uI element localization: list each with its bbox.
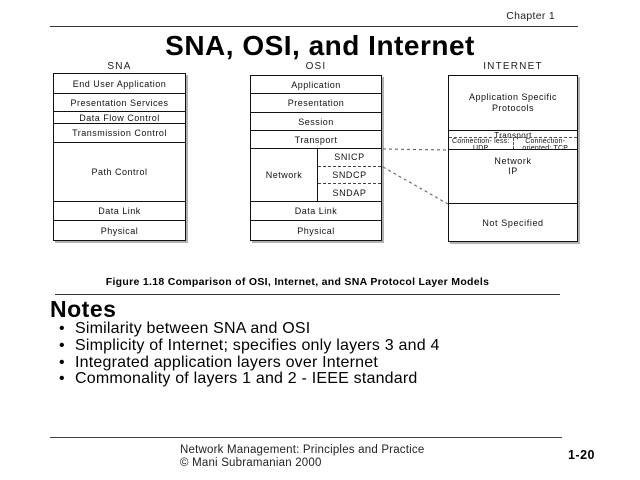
sna-layer-data-flow-control: Data Flow Control [54, 112, 185, 124]
note-bullet: • Simplicity of Internet; specifies only layers 3 and 4 [57, 338, 627, 355]
osi-layer-stack [250, 75, 382, 241]
note-bullet: • Similarity between SNA and OSI [57, 321, 627, 338]
notes-heading: Notes [50, 296, 117, 322]
osi-sublayer-sndcp: SNDCP [318, 167, 381, 185]
sna-layer-transmission-control: Transmission Control [54, 124, 185, 143]
osi-layer-session: Session [251, 113, 381, 131]
header-divider [50, 26, 578, 27]
osi-sublayer-sndap: SNDAP [332, 187, 367, 198]
page-number: 1-20 [567, 448, 595, 462]
sna-layer-physical: Physical [100, 225, 139, 236]
internet-column-label: INTERNET [483, 61, 543, 72]
caption-divider [55, 294, 560, 295]
internet-transport-udp: Connection- less: UDP [449, 138, 514, 149]
footer-copyright: © Mani Subramanian 2000 [180, 456, 322, 469]
chapter-label: Chapter 1 [506, 10, 555, 22]
osi-sublayer-snicp: SNICP [318, 149, 381, 167]
osi-network-sublayers [318, 149, 381, 201]
internet-layer-not-specified: Not Specified [482, 217, 544, 228]
osi-layer-physical: Physical [297, 225, 335, 236]
page-title: SNA, OSI, and Internet [165, 30, 475, 61]
osi-column-label: OSI [305, 61, 327, 72]
internet-transport-label: Transport [494, 131, 532, 140]
transport-mapping-dashed-line [383, 149, 448, 150]
internet-layer-network-ip [449, 150, 577, 204]
osi-layer-transport: Transport [251, 131, 381, 149]
internet-layer-transport [449, 131, 577, 150]
osi-layer-data-link: Data Link [251, 202, 381, 221]
sna-layer-presentation-services: Presentation Services [54, 94, 185, 112]
internet-network-protocol: IP [508, 166, 518, 176]
osi-network-label: Network [251, 149, 318, 201]
internet-layer-stack [448, 75, 578, 242]
sna-layer-end-user-application: End User Application [54, 74, 185, 94]
internet-transport-tcp: Connection- oriented: TCP [522, 138, 569, 152]
sna-layer-path-control: Path Control [54, 143, 185, 202]
sna-layer-stack [53, 73, 186, 241]
figure-caption: Figure 1.18 Comparison of OSI, Internet, and SNA Protocol Layer Models [105, 276, 490, 288]
internet-network-title: Network [494, 156, 532, 166]
osi-layer-network [251, 149, 381, 202]
footer-credits [180, 444, 424, 470]
network-mapping-dashed-line [383, 167, 448, 204]
footer-course-title: Network Management: Principles and Practice [180, 444, 425, 456]
note-bullet: • Commonality of layers 1 and 2 - IEEE standard [57, 371, 627, 388]
osi-layer-presentation: Presentation [251, 94, 381, 113]
footer-divider [50, 437, 562, 438]
note-bullet: • Integrated application layers over Internet [57, 355, 627, 372]
internet-transport-cells [449, 137, 577, 152]
sna-column-label: SNA [107, 61, 132, 72]
internet-layer-application-specific-protocols: Application Specific Protocols [449, 76, 577, 131]
sna-layer-data-link: Data Link [54, 202, 185, 221]
notes-list [57, 321, 627, 388]
osi-layer-application: Application [251, 76, 381, 94]
